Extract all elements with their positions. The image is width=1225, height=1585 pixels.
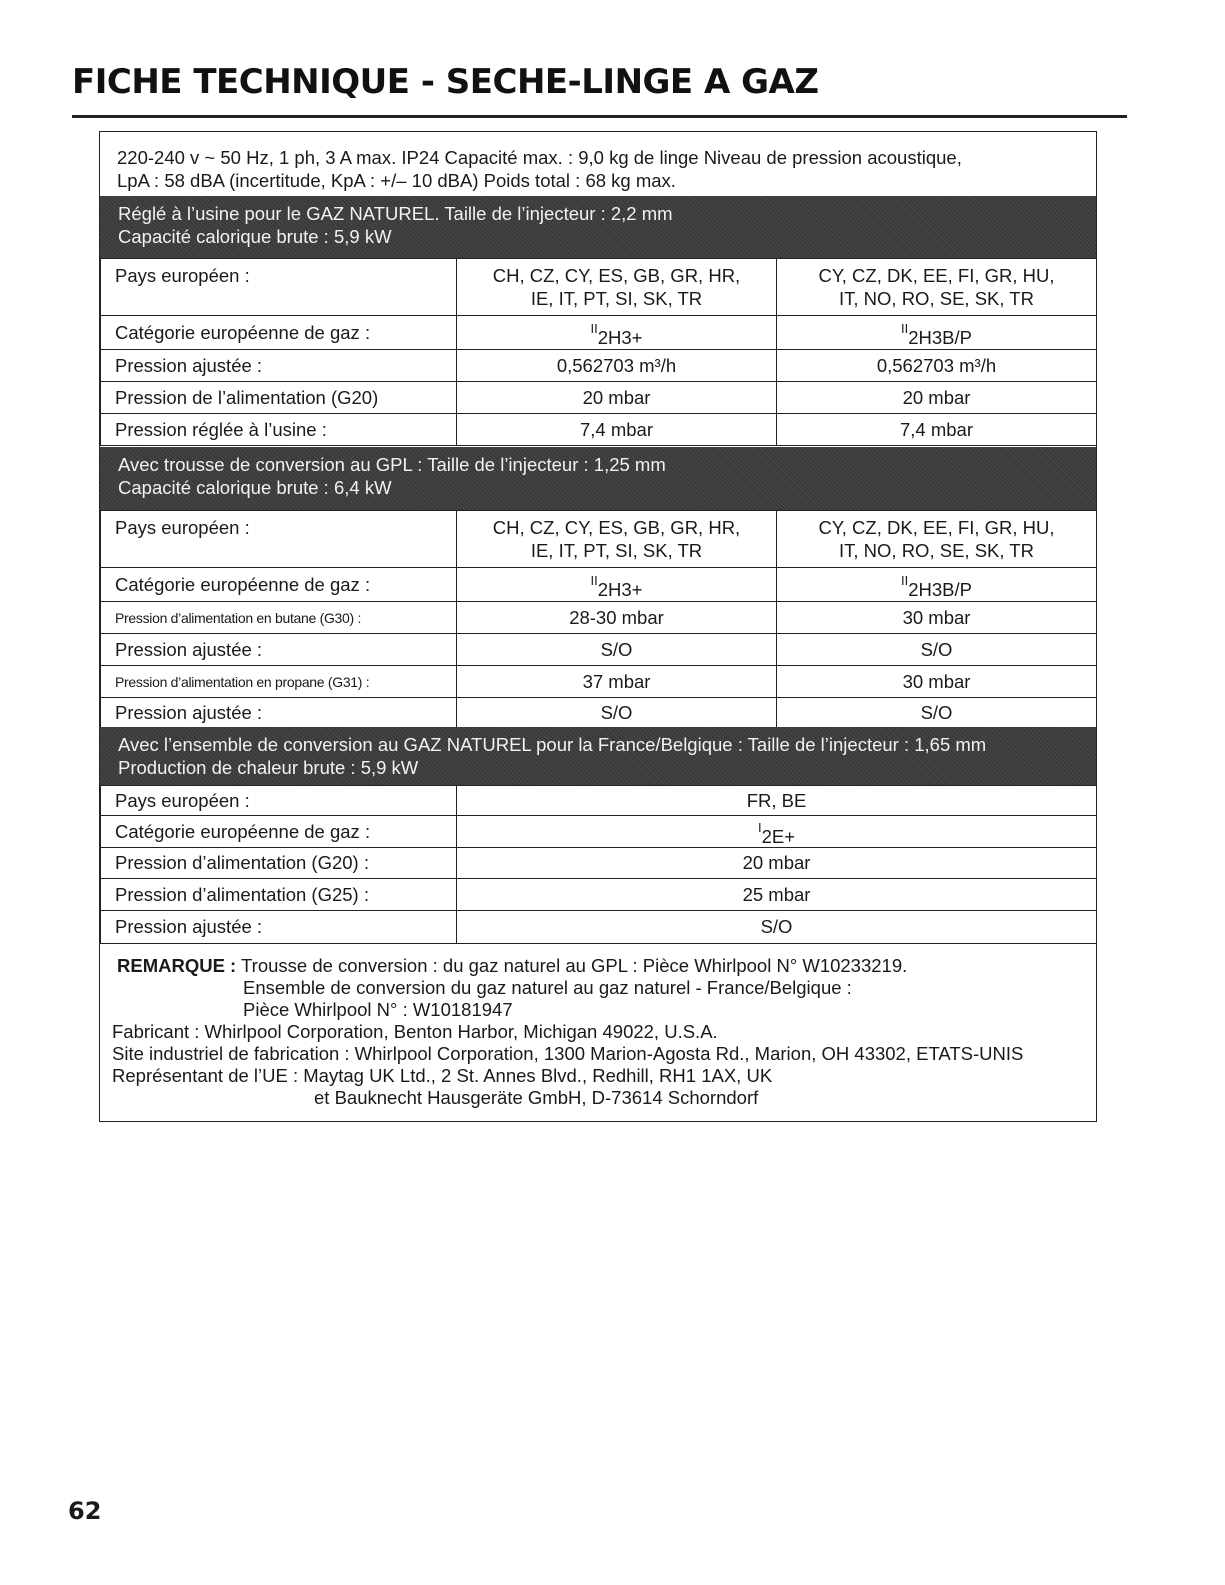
row-value-a: $^{II}$2H3+ bbox=[457, 316, 777, 350]
table-row bbox=[101, 316, 1097, 350]
manufacturer-line: Fabricant : Whirlpool Corporation, Benton Harbor, Michigan 49022, U.S.A. bbox=[112, 1021, 718, 1042]
table-row bbox=[101, 602, 1097, 634]
remark-line-1: REMARQUE : Trousse de conversion : du gaz naturel au GPL : Pièce Whirlpool N° W10233219. bbox=[117, 955, 908, 976]
table-row bbox=[101, 382, 1097, 414]
section-3-header-line-2: Production de chaleur brute : 5,9 kW bbox=[118, 757, 419, 778]
table-row bbox=[101, 568, 1097, 602]
row-label: Catégorie européenne de gaz : bbox=[101, 316, 457, 350]
row-value-a: S/O bbox=[457, 698, 777, 728]
row-value-b: $^{II}$2H3B/P bbox=[777, 568, 1097, 602]
section-2-header-line-2: Capacité calorique brute : 6,4 kW bbox=[118, 477, 392, 498]
row-label: Pression d’alimentation (G20) : bbox=[101, 848, 457, 879]
section-3-header-line-1: Avec l’ensemble de conversion au GAZ NATUREL pour la France/Belgique : Taille de l’injecteur : 1,65 mm bbox=[118, 734, 987, 755]
row-label: Pression de l’alimentation (G20) bbox=[101, 382, 457, 414]
intro-text bbox=[117, 146, 1077, 192]
table-row bbox=[101, 911, 1097, 944]
section-1-header-line-2: Capacité calorique brute : 5,9 kW bbox=[118, 226, 392, 247]
section-2-header-line-1: Avec trousse de conversion au GPL : Taille de l’injecteur : 1,25 mm bbox=[118, 454, 666, 475]
row-value-b: $^{II}$2H3B/P bbox=[777, 316, 1097, 350]
row-value-a: CH, CZ, CY, ES, GB, GR, HR, IE, IT, PT, SI, SK, TR bbox=[457, 511, 777, 568]
title-underline bbox=[72, 115, 1127, 118]
table-row bbox=[101, 511, 1097, 568]
remark-line-2: Ensemble de conversion du gaz naturel au gaz naturel - France/Belgique : bbox=[243, 977, 852, 998]
remark-block bbox=[112, 955, 1092, 1109]
table-row bbox=[101, 666, 1097, 698]
row-value-b: 7,4 mbar bbox=[777, 414, 1097, 446]
row-label: Pression ajustée : bbox=[101, 634, 457, 666]
row-label: Pays européen : bbox=[101, 786, 457, 816]
row-label: Catégorie européenne de gaz : bbox=[101, 568, 457, 602]
row-value-a: 28-30 mbar bbox=[457, 602, 777, 634]
section-2-header bbox=[100, 447, 1096, 510]
section-1-header bbox=[100, 196, 1096, 258]
row-label: Pression réglée à l’usine : bbox=[101, 414, 457, 446]
row-value: FR, BE bbox=[457, 786, 1097, 816]
row-value-a: 0,562703 m³/h bbox=[457, 350, 777, 382]
table-row bbox=[101, 879, 1097, 911]
row-value-b: S/O bbox=[777, 634, 1097, 666]
table-row bbox=[101, 816, 1097, 848]
row-value: S/O bbox=[457, 911, 1097, 944]
table-row bbox=[101, 786, 1097, 816]
section-3-table bbox=[100, 785, 1097, 944]
row-label: Pays européen : bbox=[101, 511, 457, 568]
remark-line-3: Pièce Whirlpool N° : W10181947 bbox=[243, 999, 513, 1020]
section-2-table bbox=[100, 510, 1097, 728]
section-1-header-line-1: Réglé à l’usine pour le GAZ NATUREL. Taille de l’injecteur : 2,2 mm bbox=[118, 203, 673, 224]
page-number: 62 bbox=[68, 1497, 102, 1525]
row-value-b: 30 mbar bbox=[777, 666, 1097, 698]
intro-line-1: 220-240 v ~ 50 Hz, 1 ph, 3 A max. IP24 Capacité max. : 9,0 kg de linge Niveau de pression acoustique, bbox=[117, 147, 962, 168]
row-value-b: 20 mbar bbox=[777, 382, 1097, 414]
row-value-a: 7,4 mbar bbox=[457, 414, 777, 446]
row-label: Pression ajustée : bbox=[101, 911, 457, 944]
row-label: Pression d’alimentation en propane (G31) : bbox=[101, 666, 457, 698]
eu-representative-line: Représentant de l’UE : Maytag UK Ltd., 2 St. Annes Blvd., Redhill, RH1 1AX, UK bbox=[112, 1065, 773, 1086]
remark-label: REMARQUE : bbox=[117, 955, 237, 976]
row-value-a: CH, CZ, CY, ES, GB, GR, HR, IE, IT, PT, SI, SK, TR bbox=[457, 259, 777, 316]
table-row bbox=[101, 848, 1097, 879]
intro-line-2: LpA : 58 dBA (incertitude, KpA : +/– 10 dBA) Poids total : 68 kg max. bbox=[117, 170, 676, 191]
row-value-b: CY, CZ, DK, EE, FI, GR, HU, IT, NO, RO, SE, SK, TR bbox=[777, 259, 1097, 316]
row-value-a: $^{II}$2H3+ bbox=[457, 568, 777, 602]
row-value: 20 mbar bbox=[457, 848, 1097, 879]
eu-representative-line-2: et Bauknecht Hausgeräte GmbH, D-73614 Schorndorf bbox=[314, 1087, 759, 1108]
row-label: Pression d’alimentation (G25) : bbox=[101, 879, 457, 911]
row-value-b: 30 mbar bbox=[777, 602, 1097, 634]
row-label: Catégorie européenne de gaz : bbox=[101, 816, 457, 848]
row-value: 25 mbar bbox=[457, 879, 1097, 911]
row-value-a: 37 mbar bbox=[457, 666, 777, 698]
row-value: $^I$2E+ bbox=[457, 816, 1097, 848]
factory-line: Site industriel de fabrication : Whirlpool Corporation, 1300 Marion-Agosta Rd., Marion, OH 43302, ETATS-UNIS bbox=[112, 1043, 1024, 1064]
row-label: Pression ajustée : bbox=[101, 698, 457, 728]
section-1-table bbox=[100, 258, 1097, 446]
section-3-header bbox=[100, 727, 1096, 785]
row-label: Pression ajustée : bbox=[101, 350, 457, 382]
row-value-a: S/O bbox=[457, 634, 777, 666]
table-row bbox=[101, 350, 1097, 382]
row-value-b: CY, CZ, DK, EE, FI, GR, HU, IT, NO, RO, SE, SK, TR bbox=[777, 511, 1097, 568]
table-row bbox=[101, 698, 1097, 728]
row-value-b: 0,562703 m³/h bbox=[777, 350, 1097, 382]
row-value-a: 20 mbar bbox=[457, 382, 777, 414]
table-row bbox=[101, 414, 1097, 446]
page-title: FICHE TECHNIQUE - SECHE-LINGE A GAZ bbox=[72, 62, 819, 102]
row-label: Pression d’alimentation en butane (G30) : bbox=[101, 602, 457, 634]
row-label: Pays européen : bbox=[101, 259, 457, 316]
table-row bbox=[101, 259, 1097, 316]
table-row bbox=[101, 634, 1097, 666]
row-value-b: S/O bbox=[777, 698, 1097, 728]
